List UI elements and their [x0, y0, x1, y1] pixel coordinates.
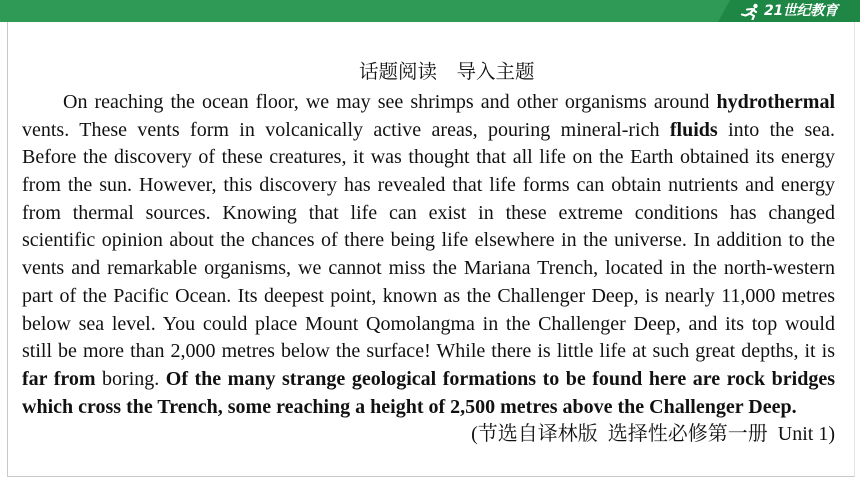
passage-line	[22, 200, 835, 228]
passage-line	[22, 89, 835, 117]
passage-text: from thermal sources. Knowing that life can exist in these extreme conditions has changed	[22, 201, 835, 224]
passage-text: below sea level. You could place Mount Qomolangma in the Challenger Deep, and its top would	[22, 312, 835, 335]
reading-passage	[22, 89, 835, 449]
passage-line	[22, 311, 835, 339]
passage-text: Before the discovery of these creatures, it was thought that all life on the Earth obtained its energy	[22, 146, 835, 169]
passage-text: boring.	[95, 367, 166, 390]
passage-line	[22, 366, 835, 394]
passage-text: scientific opinion about the chances of there being life elsewhere in the universe. In addition to the	[22, 229, 835, 252]
passage-line	[22, 394, 835, 422]
key-sentence: Of the many strange geological formations to be found here are rock bridges	[165, 367, 835, 390]
passage-line	[22, 172, 835, 200]
key-phrase: far from	[22, 367, 96, 390]
passage-text: from the sun. However, this discovery has revealed that life forms can obtain nutrients and energy	[22, 174, 835, 197]
passage-text: part of the Pacific Ocean. Its deepest point, known as the Challenger Deep, is nearly 11,000 metres	[22, 284, 835, 307]
passage-line	[22, 255, 835, 283]
passage-text: into the sea.	[717, 118, 835, 141]
key-term: hydrothermal	[716, 91, 835, 113]
passage-text: On reaching the ocean floor, we may see shrimps and other organisms around	[63, 91, 717, 113]
source-citation: (节选自译林版 选择性必修第一册 Unit 1)	[471, 423, 835, 446]
passage-text: vents. These vents form in volcanically active areas, pouring mineral-rich	[22, 118, 670, 141]
key-term: fluids	[669, 118, 718, 141]
logo-text: 21世纪教育	[764, 2, 838, 19]
site-logo	[740, 2, 838, 20]
slide-title: 话题阅读 导入主题	[359, 60, 535, 83]
passage-line	[22, 283, 835, 311]
passage-line	[22, 117, 835, 145]
running-figure-icon	[740, 3, 762, 20]
passage-line	[22, 144, 835, 172]
passage-line	[22, 227, 835, 255]
passage-line	[22, 338, 835, 366]
passage-text: still be more than 2,000 metres below the surface! While there is little life at such great depths, it is	[22, 340, 835, 363]
top-banner	[0, 0, 860, 22]
passage-text: vents and remarkable organisms, we cannot miss the Mariana Trench, located in the north-western	[22, 257, 835, 280]
key-sentence: which cross the Trench, some reaching a height of 2,500 metres above the Challenger Deep.	[22, 395, 797, 418]
